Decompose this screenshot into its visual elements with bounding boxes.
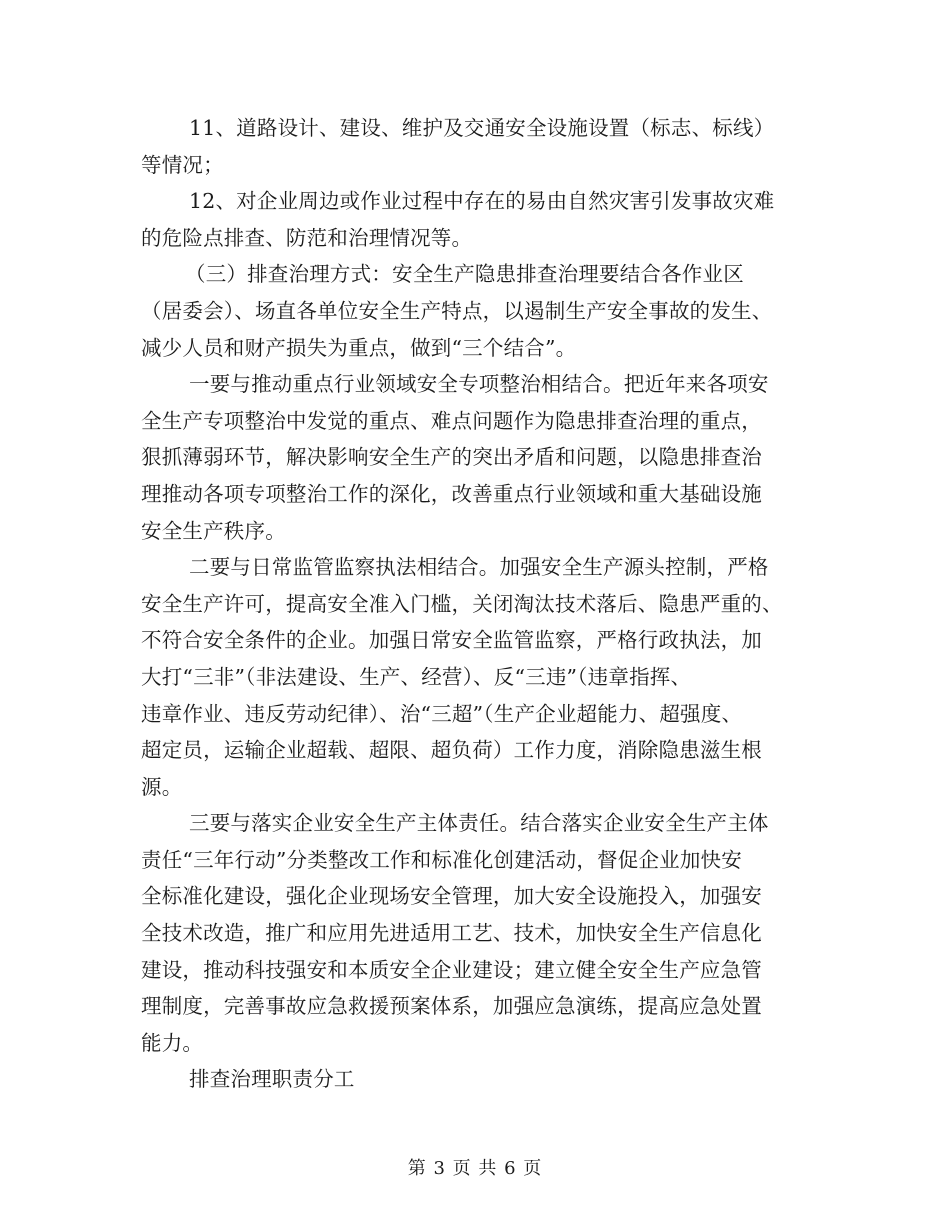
text-line: 全生产专项整治中发觉的重点、难点问题作为隐患排查治理的重点， — [141, 408, 762, 433]
page-number-label: 第 3 页 共 6 页 — [407, 1158, 543, 1179]
text-line: 狠抓薄弱环节，解决影响安全生产的突出矛盾和问题，以隐患排查治 — [141, 445, 762, 470]
page-footer — [0, 1154, 950, 1180]
text-line: 超定员，运输企业超载、超限、超负荷）工作力度，消除隐患滋生根 — [141, 738, 762, 763]
text-line: 大打“三非”（非法建设、生产、经营）、反“三违”（违章指挥、 — [141, 664, 692, 689]
text-line: 三要与落实企业安全生产主体责任。结合落实企业安全生产主体 — [189, 811, 769, 836]
text-line: 安全生产许可，提高安全准入门槛，关闭淘汰技术落后、隐患严重的、 — [141, 591, 783, 616]
paragraph-point-1 — [141, 366, 821, 549]
text-line: 理制度，完善事故应急救援预案体系，加强应急演练，提高应急处置 — [141, 994, 762, 1019]
text-line: （三）排查治理方式：安全生产隐患排查治理要结合各作业区 — [185, 262, 744, 287]
text-line: 二要与日常监管监察执法相结合。加强安全生产源头控制，严格 — [189, 555, 769, 580]
document-body — [141, 110, 821, 1098]
paragraph-section-3 — [141, 256, 821, 366]
paragraph-item-12 — [141, 183, 821, 256]
text-line: 减少人员和财产损失为重点，做到“三个结合”。 — [141, 335, 577, 360]
heading-text: 排查治理职责分工 — [189, 1067, 355, 1092]
text-line: 等情况； — [141, 152, 224, 177]
paragraph-item-11 — [141, 110, 821, 183]
paragraph-point-3 — [141, 805, 821, 1061]
text-line: 违章作业、违反劳动纪律）、治“三超”（生产企业超能力、超强度、 — [141, 701, 743, 726]
text-line: 全技术改造，推广和应用先进适用工艺、技术，加快安全生产信息化 — [141, 921, 762, 946]
text-line: 责任“三年行动”分类整改工作和标准化创建活动，督促企业加快安 — [141, 847, 742, 872]
text-line: 的危险点排查、防范和治理情况等。 — [141, 225, 473, 250]
text-line: 建设，推动科技强安和本质安全企业建设；建立健全安全生产应急管 — [141, 957, 762, 982]
text-line: 11、道路设计、建设、维护及交通安全设施设置（标志、标线） — [189, 116, 775, 140]
text-line: 不符合安全条件的企业。加强日常安全监管监察，严格行政执法，加 — [141, 628, 762, 653]
text-line: 能力。 — [141, 1030, 204, 1055]
text-line: 12、对企业周边或作业过程中存在的易由自然灾害引发事故灾难 — [189, 189, 775, 214]
text-line: 理推动各项专项整治工作的深化，改善重点行业领域和重大基础设施 — [141, 481, 762, 506]
text-line: 全标准化建设，强化企业现场安全管理，加大安全设施投入，加强安 — [141, 884, 762, 909]
text-line: 安全生产秩序。 — [141, 518, 286, 543]
text-line: （居委会）、场直各单位安全生产特点，以遏制生产安全事故的发生、 — [141, 298, 773, 323]
paragraph-point-2 — [141, 549, 821, 805]
text-line: 一要与推动重点行业领域安全专项整治相结合。把近年来各项安 — [189, 372, 769, 397]
text-line: 源。 — [141, 774, 183, 799]
section-heading-duties — [141, 1061, 821, 1098]
